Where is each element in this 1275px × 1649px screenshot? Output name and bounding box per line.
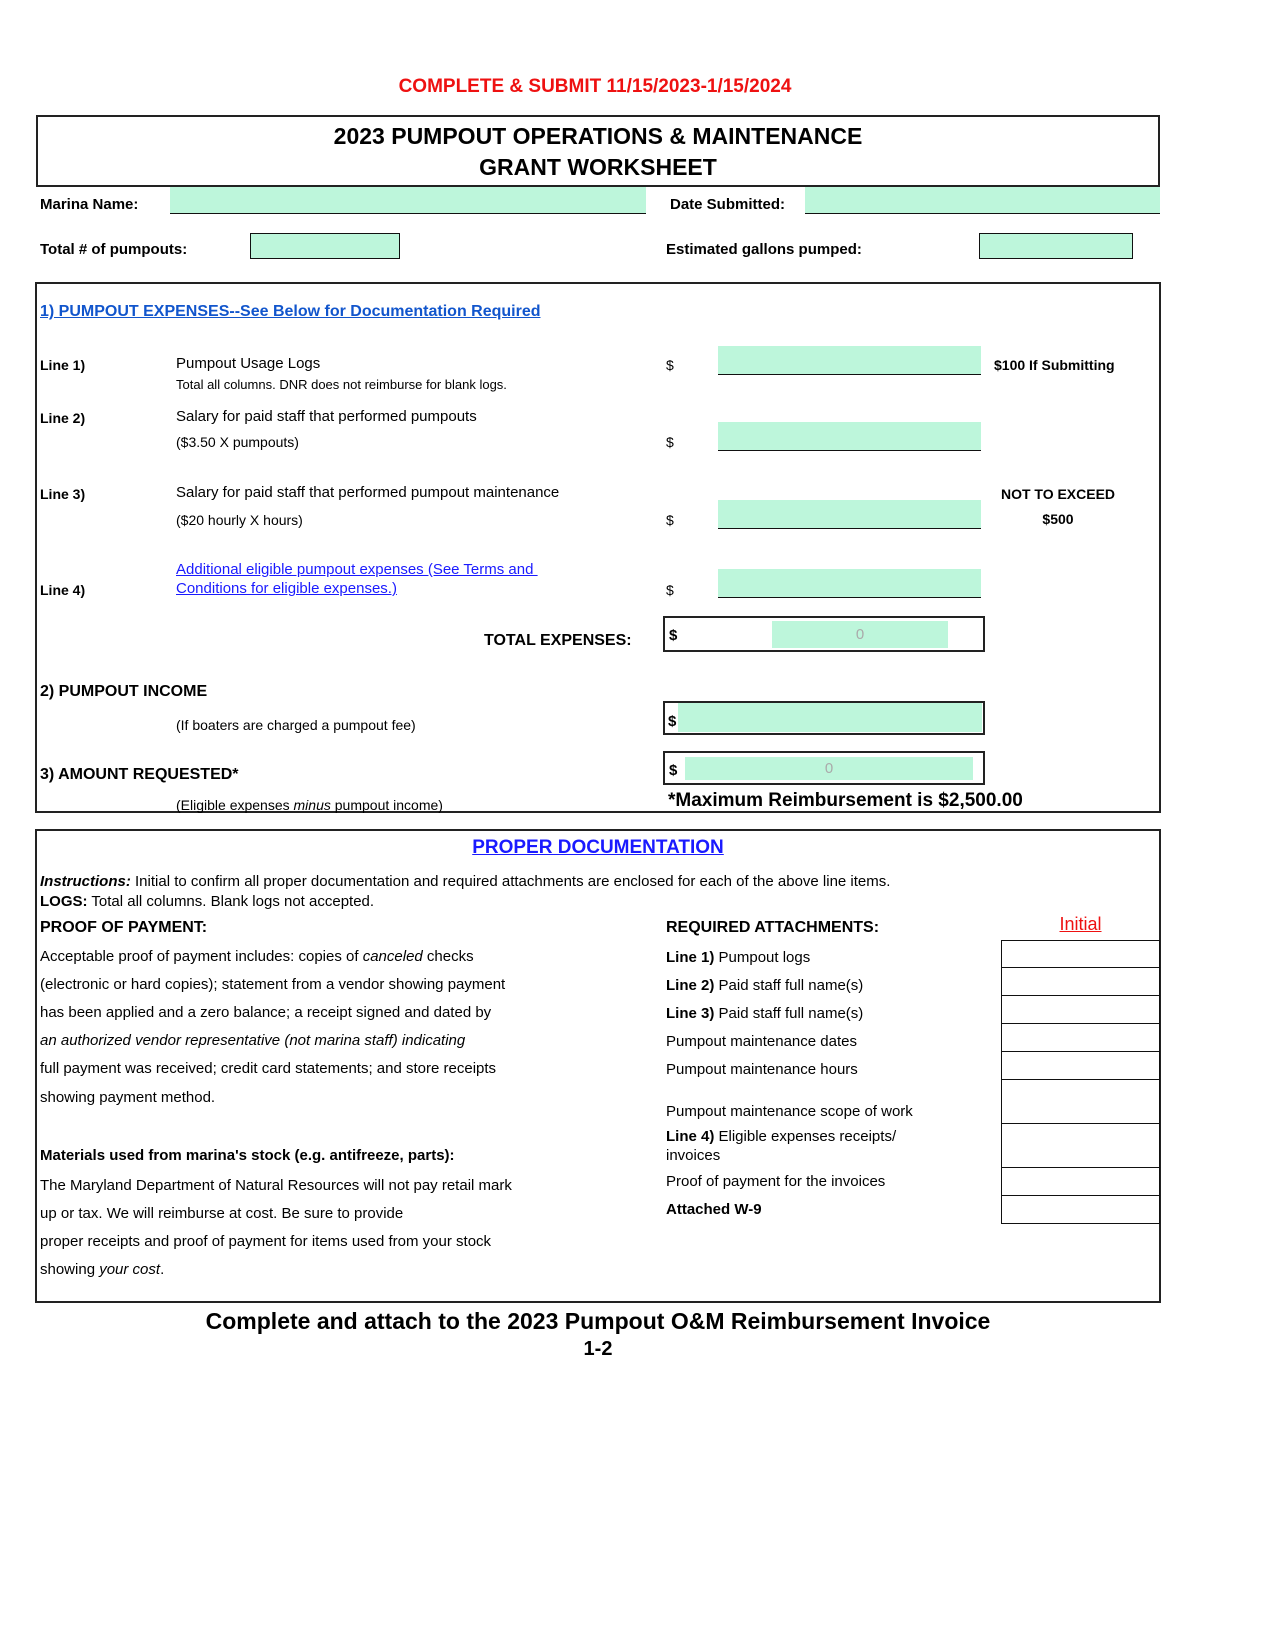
materials-line-text-after: . <box>160 1261 165 1278</box>
total-pumpouts-field[interactable] <box>250 233 400 259</box>
title-line-1: 2023 PUMPOUT OPERATIONS & MAINTENANCE <box>333 123 863 149</box>
submission-window-banner: COMPLETE & SUBMIT 11/15/2023-1/15/2024 <box>398 76 792 97</box>
attachment-item <box>666 976 863 995</box>
attachment-item <box>666 1032 857 1051</box>
total-pumpouts-label: Total # of pumpouts: <box>40 241 188 258</box>
attachment-line-ref: Attached W-9 <box>666 1201 762 1218</box>
amount-requested-sub-pre: (Eligible expenses <box>176 797 294 813</box>
attachment-item <box>666 1060 858 1079</box>
marina-name-label: Marina Name: <box>40 196 139 213</box>
initial-field[interactable] <box>1001 1124 1160 1168</box>
line-1-description: Pumpout Usage Logs <box>176 355 321 372</box>
materials-line-text: up or tax. We will reimburse at cost. Be sure to provide <box>40 1205 404 1222</box>
proof-line <box>40 948 474 965</box>
line-2-description: Salary for paid staff that performed pumpouts <box>176 408 477 425</box>
amount-requested-subtext <box>176 797 443 813</box>
attachment-item <box>666 948 810 967</box>
attachment-text: Pumpout maintenance dates <box>666 1033 857 1050</box>
logs-body: Total all columns. Blank logs not accepted. <box>87 893 375 910</box>
line-4-link-line-1: Additional eligible pumpout expenses (See Terms and <box>176 561 538 578</box>
initial-field[interactable] <box>1001 968 1160 996</box>
initial-field[interactable] <box>1001 1024 1160 1052</box>
initial-field[interactable] <box>1001 940 1160 968</box>
line-1-subtext: Total all columns. DNR does not reimburse for blank logs. <box>176 377 507 392</box>
pumpout-income-heading: 2) PUMPOUT INCOME <box>40 683 208 700</box>
materials-line-text: proper receipts and proof of payment for items used from your stock <box>40 1233 492 1250</box>
proper-documentation-heading-text: PROPER DOCUMENTATION <box>472 837 724 858</box>
line-3-cap-note <box>994 486 1122 527</box>
line-3-amount-field[interactable] <box>718 500 981 529</box>
title-line-2: GRANT WORKSHEET <box>479 154 717 180</box>
logs-text <box>40 893 374 910</box>
proof-line-emphasis: an authorized vendor representative (not marina staff) indicating <box>40 1032 466 1049</box>
amount-requested-value: 0 <box>685 757 973 780</box>
proof-line-text: full payment was received; credit card statements; and store receipts <box>40 1060 497 1077</box>
required-attachments-heading: REQUIRED ATTACHMENTS: <box>666 919 880 936</box>
attachment-item <box>666 1004 863 1023</box>
attachment-text: Pumpout maintenance hours <box>666 1061 858 1078</box>
line-3-dollar-sign: $ <box>666 512 674 528</box>
attachment-line-ref: Line 1) <box>666 949 715 966</box>
proof-line <box>40 1032 465 1049</box>
attachment-text: Paid staff full name(s) <box>714 977 864 994</box>
attachment-item <box>666 1200 762 1219</box>
materials-line <box>40 1261 164 1278</box>
line-3-subtext: ($20 hourly X hours) <box>176 512 303 528</box>
date-submitted-field[interactable] <box>805 187 1160 214</box>
proof-line <box>40 1089 215 1106</box>
attachment-text: Pumpout logs <box>714 949 811 966</box>
amount-requested-sub-post: pumpout income) <box>330 797 443 813</box>
amount-requested-box <box>663 751 985 785</box>
materials-line <box>40 1233 491 1250</box>
attachment-line-ref: Line 4) <box>666 1128 715 1145</box>
attachment-item <box>666 1102 913 1121</box>
materials-line-text: The Maryland Department of Natural Resources will not pay retail mark <box>40 1177 512 1194</box>
line-1-label: Line 1) <box>40 357 86 373</box>
attachment-text: Pumpout maintenance scope of work <box>666 1103 913 1120</box>
proof-line-text: Acceptable proof of payment includes: copies of <box>40 948 363 965</box>
line-3-label: Line 3) <box>40 486 86 502</box>
pumpout-income-box <box>663 701 985 735</box>
line-3-description: Salary for paid staff that performed pumpout maintenance <box>176 484 560 501</box>
date-submitted-label: Date Submitted: <box>670 196 786 213</box>
pumpout-income-subtext: (If boaters are charged a pumpout fee) <box>176 717 416 733</box>
line-2-amount-field[interactable] <box>718 422 981 451</box>
proof-line <box>40 1060 496 1077</box>
attachment-text: Proof of payment for the invoices <box>666 1173 886 1190</box>
line-2-dollar-sign: $ <box>666 434 674 450</box>
proof-line-text-after: checks <box>422 948 474 965</box>
proof-of-payment-heading: PROOF OF PAYMENT: <box>40 919 208 936</box>
line-4-dollar-sign: $ <box>666 582 674 598</box>
proof-line-text: has been applied and a zero balance; a receipt signed and dated by <box>40 1004 492 1021</box>
attachment-text-continued: invoices <box>666 1147 721 1164</box>
line-4-amount-field[interactable] <box>718 569 981 598</box>
initial-field[interactable] <box>1001 1168 1160 1196</box>
expenses-heading-link[interactable]: 1) PUMPOUT EXPENSES--See Below for Documentation Required <box>40 303 541 320</box>
amount-requested-heading: 3) AMOUNT REQUESTED* <box>40 766 239 783</box>
proof-line-text: showing payment method. <box>40 1089 216 1106</box>
materials-line-text: showing <box>40 1261 100 1278</box>
instructions-text <box>40 873 890 890</box>
pumpout-income-dollar-sign: $ <box>668 713 677 730</box>
line-4-terms-link[interactable] <box>176 560 538 598</box>
maximum-reimbursement-note: *Maximum Reimbursement is $2,500.00 <box>668 790 1023 811</box>
proof-line <box>40 976 505 993</box>
line-4-link-line-2: Conditions for eligible expenses.) <box>176 580 397 597</box>
line-3-cap-note-line-2: $500 <box>1042 511 1074 527</box>
amount-requested-sub-em: minus <box>293 797 331 813</box>
marina-name-field[interactable] <box>170 187 646 214</box>
total-expenses-dollar-sign: $ <box>669 627 678 644</box>
proof-line-text: (electronic or hard copies); statement from a vendor showing payment <box>40 976 506 993</box>
logs-label: LOGS: <box>40 893 88 910</box>
total-expenses-value: 0 <box>772 621 948 648</box>
attachment-line-ref: Line 2) <box>666 977 715 994</box>
line-2-subtext: ($3.50 X pumpouts) <box>176 434 299 450</box>
attachment-line-ref: Line 3) <box>666 1005 715 1022</box>
proof-line-emphasis: canceled <box>362 948 423 965</box>
worksheet-title <box>36 115 1160 187</box>
materials-line-emphasis: your cost <box>99 1261 161 1278</box>
line-1-note: $100 If Submitting <box>994 357 1115 373</box>
footer-instruction: Complete and attach to the 2023 Pumpout O&M Reimbursement Invoice <box>205 1308 991 1334</box>
line-1-amount-field[interactable] <box>718 346 981 375</box>
line-3-cap-note-line-1: NOT TO EXCEED <box>1000 486 1116 502</box>
total-expenses-box <box>663 616 985 652</box>
initial-field[interactable] <box>1001 1052 1160 1080</box>
total-expenses-label: TOTAL EXPENSES: <box>484 632 632 649</box>
materials-line <box>40 1177 512 1194</box>
line-2-label: Line 2) <box>40 410 86 426</box>
attachment-item <box>666 1172 885 1191</box>
attachment-text: Eligible expenses receipts/ <box>714 1128 897 1145</box>
materials-line <box>40 1205 403 1222</box>
gallons-pumped-field[interactable] <box>979 233 1133 259</box>
gallons-pumped-label: Estimated gallons pumped: <box>666 241 862 258</box>
page-number: 1-2 <box>583 1338 613 1360</box>
proper-documentation-heading[interactable] <box>0 837 1196 859</box>
attachment-text: Paid staff full name(s) <box>714 1005 864 1022</box>
proof-line <box>40 1004 491 1021</box>
initial-field[interactable] <box>1001 1196 1160 1224</box>
instructions-label: Instructions: <box>40 873 131 890</box>
initial-column-header: Initial <box>1059 914 1102 934</box>
attachment-item <box>666 1127 896 1165</box>
initial-field[interactable] <box>1001 996 1160 1024</box>
initial-field[interactable] <box>1001 1080 1160 1124</box>
instructions-body: Initial to confirm all proper documentation and required attachments are enclosed for each of the above line items. <box>130 873 891 890</box>
materials-heading: Materials used from marina's stock (e.g. antifreeze, parts): <box>40 1147 455 1164</box>
pumpout-income-field[interactable] <box>678 703 982 732</box>
line-4-label: Line 4) <box>40 582 86 598</box>
line-1-dollar-sign: $ <box>666 357 674 373</box>
amount-requested-dollar-sign: $ <box>669 762 678 779</box>
